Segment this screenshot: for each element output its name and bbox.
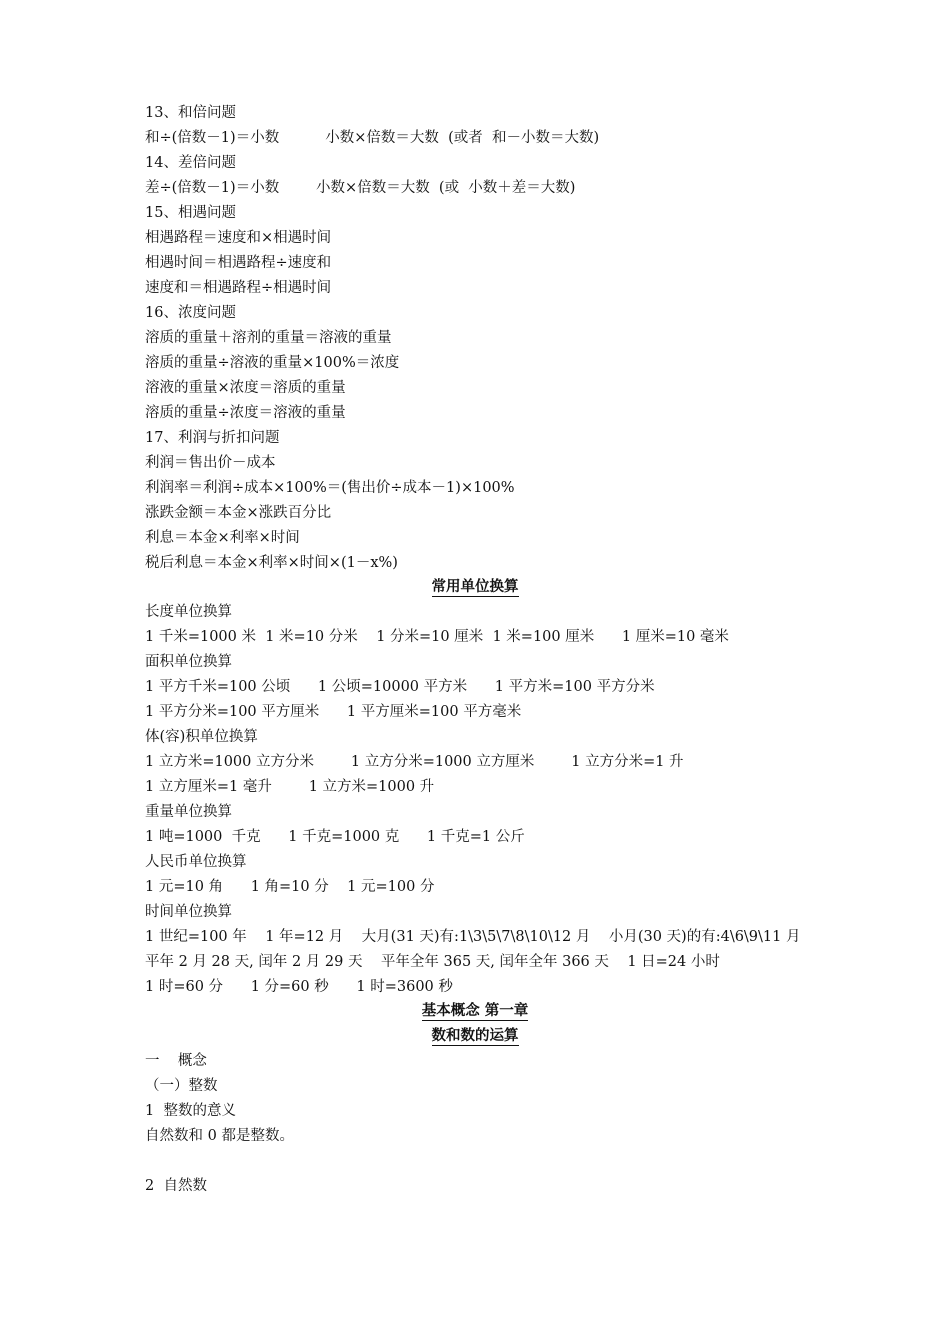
formula-line: 涨跌金额＝本金×涨跌百分比	[145, 505, 332, 521]
formula-line: 税后利息＝本金×利率×时间×(1－x%)	[145, 555, 398, 571]
subheading-area: 面积单位换算	[145, 654, 232, 670]
subheading-currency: 人民币单位换算	[145, 854, 247, 870]
formula-line: 溶质的重量＋溶剂的重量＝溶液的重量	[145, 330, 392, 346]
subheading-volume: 体(容)积单位换算	[145, 729, 258, 745]
conversion-line: 1 吨=1000 千克 1 千克=1000 克 1 千克=1 公斤	[145, 829, 525, 845]
heading-text: 常用单位换算	[431, 579, 519, 595]
heading-chapter-one	[0, 1001, 950, 1021]
formula-line: 差÷(倍数－1)＝小数 小数×倍数＝大数 (或 小数＋差＝大数)	[145, 180, 576, 196]
subheading-length: 长度单位换算	[145, 604, 232, 620]
heading-text: 数和数的运算	[431, 1028, 519, 1044]
heading-text: 基本概念 第一章	[421, 1003, 529, 1019]
conversion-line: 1 元=10 角 1 角=10 分 1 元=100 分	[145, 879, 435, 895]
formula-line: 速度和＝相遇路程÷相遇时间	[145, 280, 332, 296]
conversion-line: 1 立方米=1000 立方分米 1 立方分米=1000 立方厘米 1 立方分米=1 升	[145, 754, 684, 770]
formula-line: 相遇时间＝相遇路程÷速度和	[145, 255, 332, 271]
conversion-line: 1 时=60 分 1 分=60 秒 1 时=3600 秒	[145, 979, 453, 995]
formula-line: 相遇路程＝速度和×相遇时间	[145, 230, 332, 246]
section-title-13: 13、和倍问题	[145, 105, 236, 121]
subsection-integers: （一）整数	[145, 1078, 218, 1094]
section-title-15: 15、相遇问题	[145, 205, 236, 221]
formula-line: 利润＝售出价－成本	[145, 455, 276, 471]
section-title-14: 14、差倍问题	[145, 155, 236, 171]
section-concept: 一 概念	[145, 1053, 207, 1069]
item-integer-meaning: 1 整数的意义	[145, 1103, 236, 1119]
formula-line: 利润率＝利润÷成本×100%＝(售出价÷成本－1)×100%	[145, 480, 515, 496]
section-title-17: 17、利润与折扣问题	[145, 430, 280, 446]
paragraph-text: 自然数和 0 都是整数。	[145, 1128, 294, 1144]
conversion-line: 平年 2 月 28 天, 闰年 2 月 29 天 平年全年 365 天, 闰年全年 366 天 1 日=24 小时	[145, 954, 720, 970]
conversion-line: 1 千米=1000 米 1 米=10 分米 1 分米=10 厘米 1 米=100 厘米 1 厘米=10 毫米	[145, 629, 729, 645]
heading-numbers-operations	[0, 1026, 950, 1046]
conversion-line: 1 平方分米=100 平方厘米 1 平方厘米=100 平方毫米	[145, 704, 522, 720]
formula-line: 和÷(倍数－1)＝小数 小数×倍数＝大数 (或者 和－小数＝大数)	[145, 130, 600, 146]
section-title-16: 16、浓度问题	[145, 305, 236, 321]
conversion-line: 1 立方厘米=1 毫升 1 立方米=1000 升	[145, 779, 435, 795]
subheading-time: 时间单位换算	[145, 904, 232, 920]
subheading-weight: 重量单位换算	[145, 804, 232, 820]
item-natural-numbers: 2 自然数	[145, 1178, 207, 1194]
formula-line: 溶液的重量×浓度＝溶质的重量	[145, 380, 346, 396]
conversion-line: 1 世纪=100 年 1 年=12 月 大月(31 天)有:1\3\5\7\8\10\12 月 小月(30 天)的有:4\6\9\11 月	[145, 929, 801, 945]
formula-line: 利息＝本金×利率×时间	[145, 530, 300, 546]
formula-line: 溶质的重量÷溶液的重量×100%＝浓度	[145, 355, 400, 371]
formula-line: 溶质的重量÷浓度＝溶液的重量	[145, 405, 346, 421]
heading-unit-conversion	[0, 577, 950, 597]
conversion-line: 1 平方千米=100 公顷 1 公顷=10000 平方米 1 平方米=100 平方分米	[145, 679, 655, 695]
